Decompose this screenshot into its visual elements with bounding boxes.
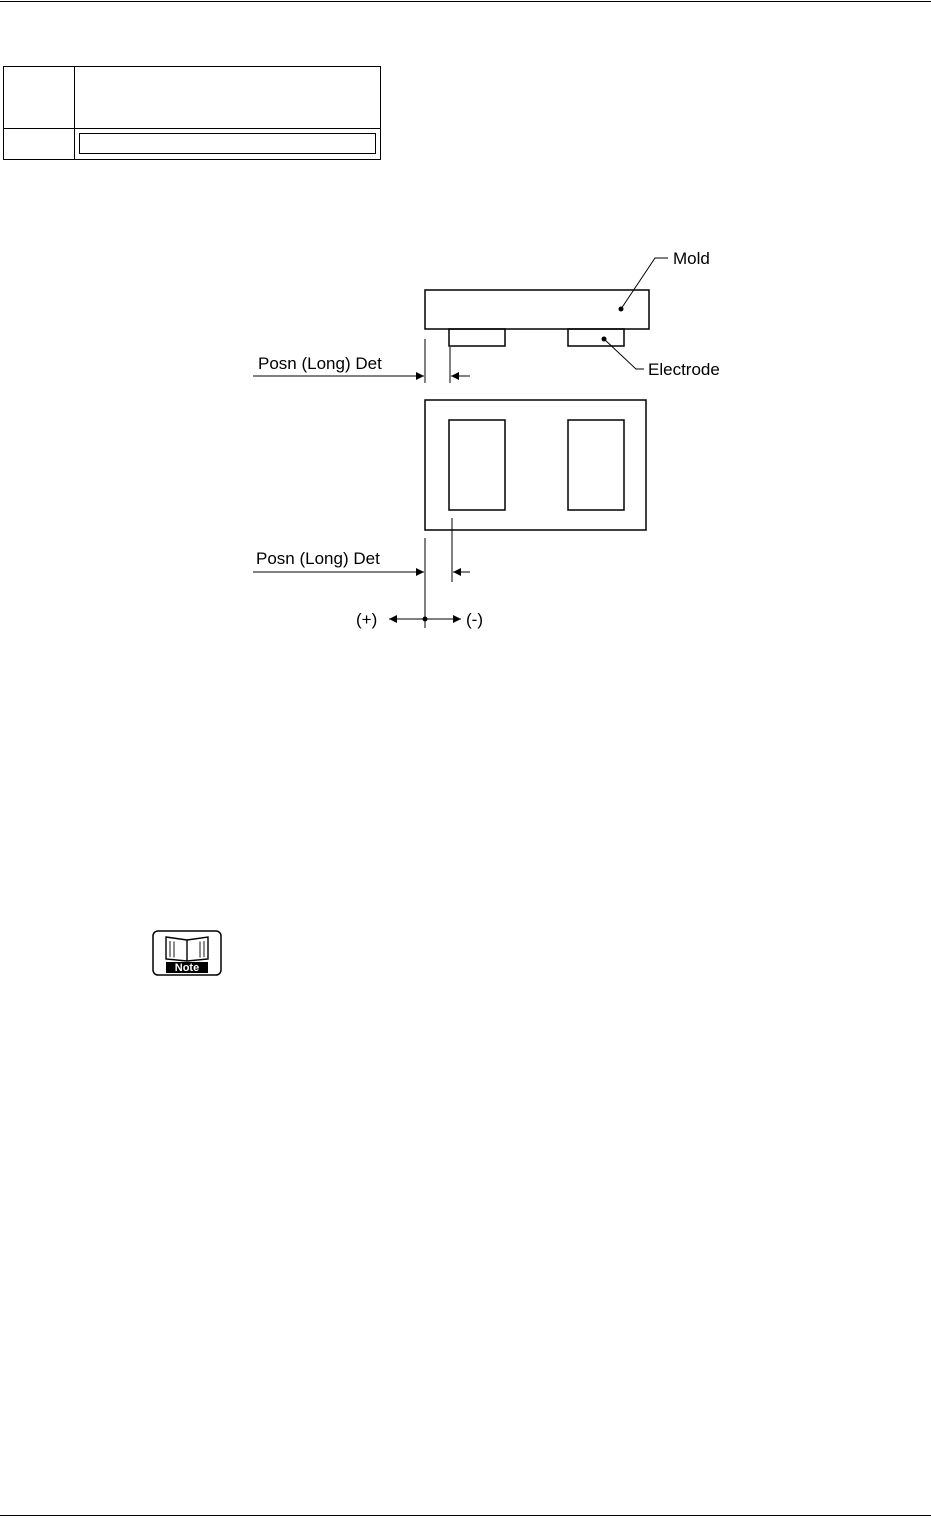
electrode-label: Electrode <box>648 360 720 379</box>
book-note-icon <box>152 930 222 976</box>
mold-label: Mold <box>673 249 710 268</box>
footer-rule <box>0 1515 931 1516</box>
electrode-left-side <box>449 329 505 346</box>
electrode-left-top-view <box>449 420 505 510</box>
mold-leader-line <box>621 258 668 309</box>
electrode-right-side <box>568 329 624 346</box>
electrode-right-top-view <box>568 420 624 510</box>
minus-direction-label: (-) <box>466 610 483 629</box>
posn-long-det-bottom-label: Posn (Long) Det <box>256 549 380 568</box>
mold-body <box>425 290 649 329</box>
posn-long-det-top-label: Posn (Long) Det <box>258 354 382 373</box>
plus-direction-label: (+) <box>356 610 378 629</box>
note-label: Note <box>174 962 200 974</box>
